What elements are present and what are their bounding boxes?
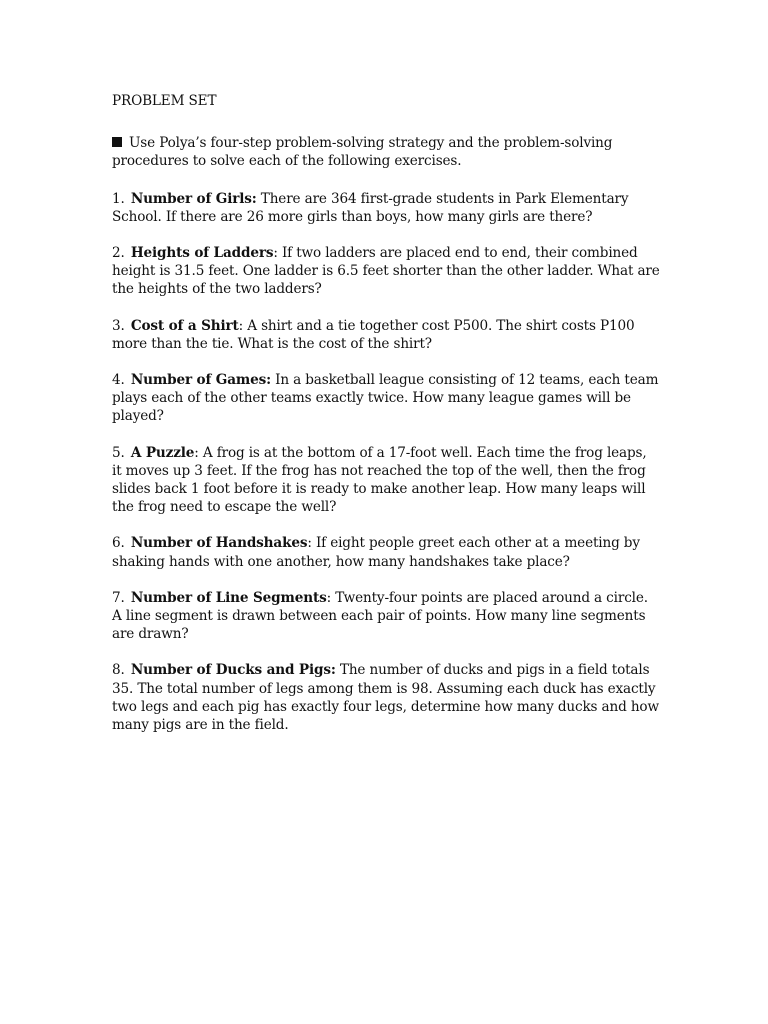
problem-4 bbox=[112, 371, 660, 426]
problem-5 bbox=[112, 444, 660, 517]
problem-name: Number of Handshakes bbox=[130, 535, 308, 552]
problem-text: : A frog is at the bottom of a 17-foot well. Each time the frog leaps, it moves up 3 feet. If the frog has not reached the top of the well, then the frog slides back 1 foot before it is ready to make another leap. How many leaps will the frog need to escape the well? bbox=[112, 444, 647, 516]
problem-number: 2. bbox=[112, 245, 125, 262]
problem-1 bbox=[112, 190, 660, 226]
problem-text: : Twenty-four points are placed around a circle. A line segment is drawn between each pair of points. How many line segments are drawn? bbox=[112, 589, 648, 643]
problem-number: 6. bbox=[112, 535, 125, 552]
instructions-text: Use Polya’s four-step problem-solving strategy and the problem-solving procedures to solve each of the following exercises. bbox=[112, 135, 613, 170]
problem-number: 8. bbox=[112, 662, 125, 679]
problem-name: Number of Line Segments bbox=[130, 589, 327, 606]
problem-2 bbox=[112, 244, 660, 299]
square-bullet-icon bbox=[112, 137, 122, 147]
problem-8 bbox=[112, 661, 660, 734]
problem-number: 4. bbox=[112, 372, 125, 389]
problem-name: Cost of a Shirt bbox=[130, 317, 239, 334]
problem-name: A Puzzle bbox=[130, 444, 195, 461]
document-page bbox=[112, 92, 660, 752]
problem-6 bbox=[112, 534, 660, 570]
problem-text: : A shirt and a tie together cost P500. The shirt costs P100 more than the tie. What is the cost of the shirt? bbox=[112, 317, 635, 352]
problem-name: Number of Girls: bbox=[130, 190, 257, 207]
problem-text: In a basketball league consisting of 12 teams, each team plays each of the other teams exactly twice. How many league games will be played? bbox=[112, 372, 659, 425]
problem-number: 7. bbox=[112, 589, 125, 606]
problem-number: 3. bbox=[112, 317, 125, 334]
instructions bbox=[112, 134, 660, 170]
problem-number: 1. bbox=[112, 190, 125, 207]
problem-name: Heights of Ladders bbox=[130, 245, 274, 262]
page-title: PROBLEM SET bbox=[112, 93, 217, 109]
problem-number: 5. bbox=[112, 444, 125, 461]
problem-name: Number of Games: bbox=[130, 372, 271, 389]
problem-3 bbox=[112, 317, 660, 353]
problem-text: There are 364 first-grade students in Park Elementary School. If there are 26 more girls than boys, how many girls are there? bbox=[112, 190, 629, 225]
problem-text: : If eight people greet each other at a meeting by shaking hands with one another, how many handshakes take place? bbox=[112, 535, 640, 570]
problem-text: The number of ducks and pigs in a field totals 35. The total number of legs among them is 98. Assuming each duck has exactly two legs and each pig has exactly four legs, determine how many ducks and how many pigs are in the field. bbox=[112, 662, 659, 734]
problem-7 bbox=[112, 589, 660, 644]
problem-text: : If two ladders are placed end to end, their combined height is 31.5 feet. One ladder is 6.5 feet shorter than the other ladder. What are the heights of the two ladders? bbox=[112, 245, 660, 298]
problem-name: Number of Ducks and Pigs: bbox=[130, 662, 336, 679]
